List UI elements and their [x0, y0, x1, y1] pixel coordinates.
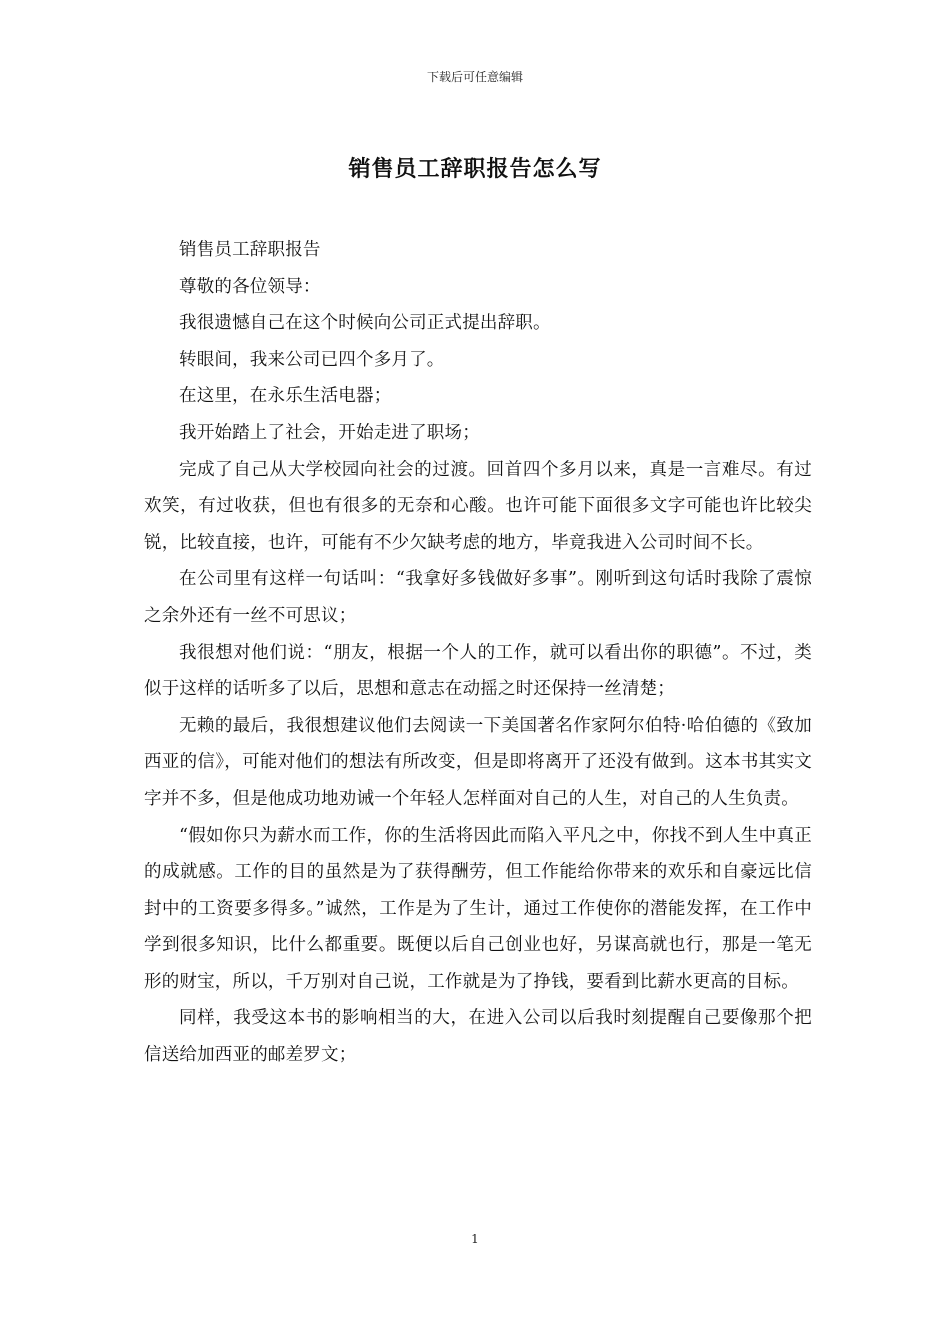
page-number: 1 [471, 1232, 479, 1246]
page-title: 销售员工辞职报告怎么写 [348, 156, 602, 182]
paragraph: “假如你只为薪水而工作，你的生活将因此而陷入平凡之中，你找不到人生中真正的成就感。工作的目的虽然是为了获得酬劳，但工作能给你带来的欢乐和自豪远比信封中的工资要多得多。”诚然，工作是为了生计，通过工作使你的潜能发挥，在工作中学到很多知识，比什么都重要。既便以后自己创业也好，另谋高就也行，那是一笔无形的财宝，所以，千万别对自己说，工作就是为了挣钱，要看到比薪水更高的目标。 [144, 825, 812, 992]
paragraph: 在这里，在永乐生活电器； [179, 386, 392, 407]
paragraph: 同样，我受这本书的影响相当的大，在进入公司以后我时刻提醒自己要像那个把信送给加西亚的邮差罗文； [144, 1008, 812, 1066]
paragraph: 我开始踏上了社会，开始走进了职场； [179, 422, 480, 443]
document-body [144, 232, 812, 1074]
paragraph: 销售员工辞职报告 [179, 240, 321, 260]
paragraph: 尊敬的各位领导： [179, 276, 321, 297]
paragraph: 无赖的最后，我很想建议他们去阅读一下美国著名作家阿尔伯特·哈伯德的《致加西亚的信》，可能对他们的想法有所改变，但是即将离开了还没有做到。这本书其实文字并不多，但是他成功地劝诫一个年轻人怎样面对自己的人生，对自己的人生负责。 [144, 715, 812, 809]
paragraph: 转眼间，我来公司已四个多月了。 [179, 349, 445, 370]
paragraph: 我很遗憾自己在这个时候向公司正式提出辞职。 [179, 313, 551, 334]
paragraph: 我很想对他们说：“朋友，根据一个人的工作，就可以看出你的职德”。不过，类似于这样的话听多了以后，思想和意志在动摇之时还保持一丝清楚； [144, 642, 812, 700]
paragraph: 在公司里有这样一句话叫：“我拿好多钱做好多事”。刚听到这句话时我除了震惊之余外还有一丝不可思议； [144, 569, 812, 626]
paragraph: 完成了自己从大学校园向社会的过渡。回首四个多月以来，真是一言难尽。有过欢笑，有过收获，但也有很多的无奈和心酸。也许可能下面很多文字可能也许比较尖锐，比较直接，也许，可能有不少欠缺考虑的地方，毕竟我进入公司时间不长。 [144, 459, 812, 553]
header-note: 下载后可任意编辑 [426, 70, 523, 84]
